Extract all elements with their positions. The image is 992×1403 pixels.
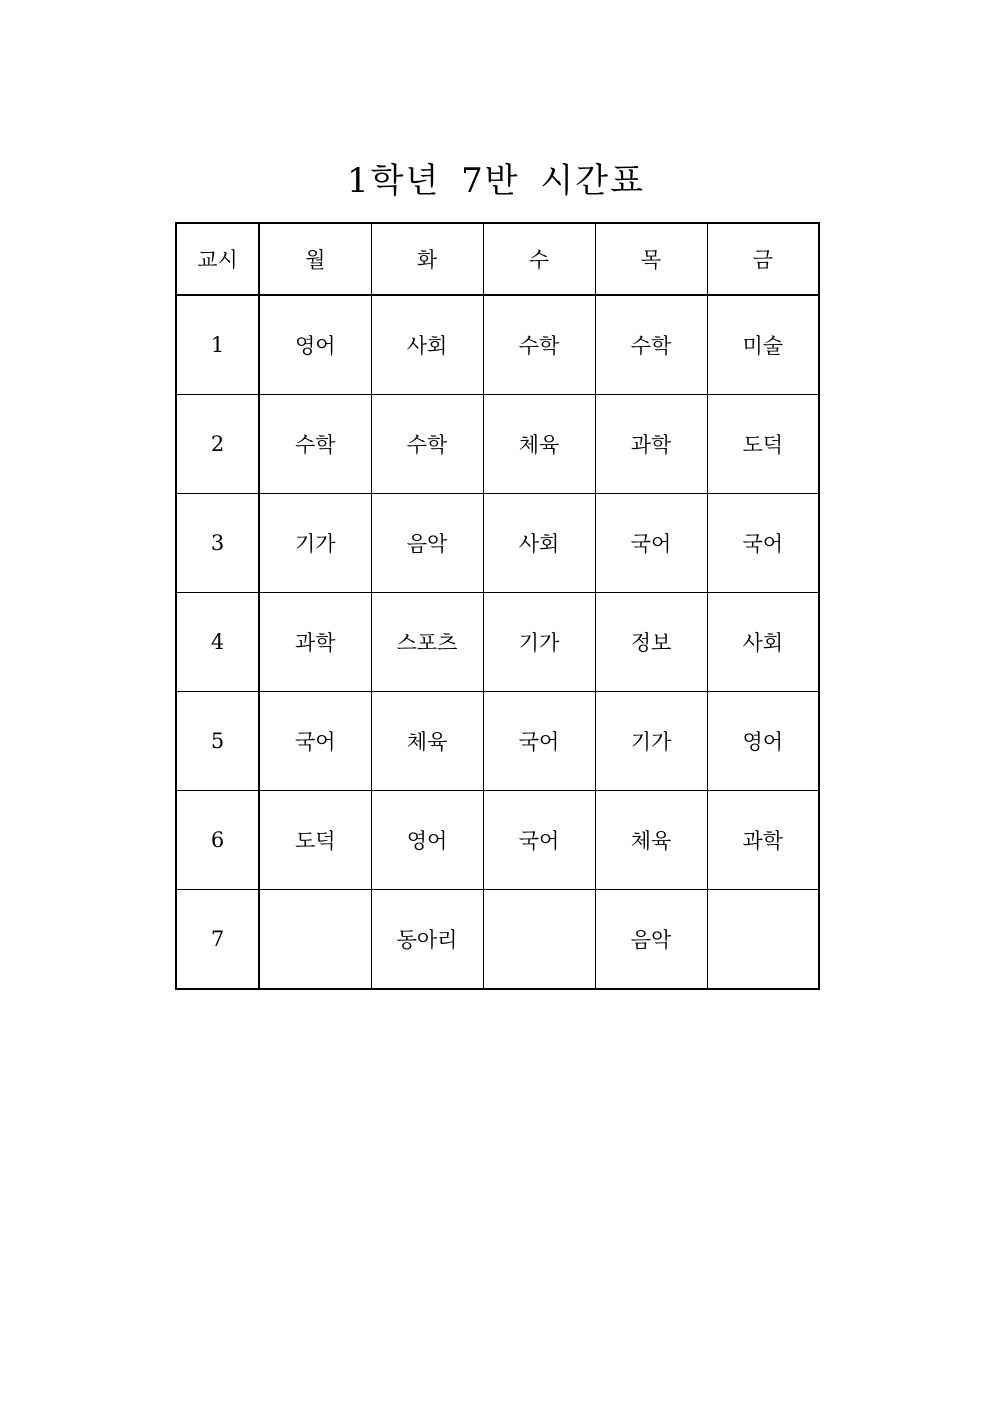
table-row (176, 395, 819, 494)
subject-cell: 기가 (595, 692, 707, 791)
subject-cell: 국어 (707, 494, 819, 593)
header-period: 교시 (176, 223, 259, 295)
period-cell: 3 (176, 494, 259, 593)
subject-cell: 사회 (707, 593, 819, 692)
subject-cell (259, 890, 371, 990)
period-cell: 5 (176, 692, 259, 791)
subject-cell: 미술 (707, 295, 819, 395)
subject-cell: 체육 (595, 791, 707, 890)
header-thu: 목 (595, 223, 707, 295)
header-wed: 수 (483, 223, 595, 295)
subject-cell: 영어 (371, 791, 483, 890)
subject-cell (707, 890, 819, 990)
subject-cell: 과학 (595, 395, 707, 494)
subject-cell: 기가 (483, 593, 595, 692)
subject-cell: 수학 (259, 395, 371, 494)
period-cell: 7 (176, 890, 259, 990)
subject-cell: 국어 (483, 692, 595, 791)
subject-cell: 국어 (483, 791, 595, 890)
subject-cell: 수학 (483, 295, 595, 395)
subject-cell: 사회 (483, 494, 595, 593)
subject-cell: 사회 (371, 295, 483, 395)
subject-cell (483, 890, 595, 990)
subject-cell: 기가 (259, 494, 371, 593)
subject-cell: 과학 (707, 791, 819, 890)
table-row (176, 593, 819, 692)
subject-cell: 수학 (371, 395, 483, 494)
header-row (176, 223, 819, 295)
table-row (176, 791, 819, 890)
period-cell: 6 (176, 791, 259, 890)
subject-cell: 체육 (483, 395, 595, 494)
subject-cell: 스포츠 (371, 593, 483, 692)
header-mon: 월 (259, 223, 371, 295)
timetable (175, 222, 820, 990)
table-row (176, 890, 819, 990)
subject-cell: 국어 (595, 494, 707, 593)
subject-cell: 영어 (259, 295, 371, 395)
table-row (176, 494, 819, 593)
table-row (176, 692, 819, 791)
table-row (176, 295, 819, 395)
page-title: 1학년 7반 시간표 (347, 161, 645, 201)
subject-cell: 도덕 (259, 791, 371, 890)
period-cell: 1 (176, 295, 259, 395)
subject-cell: 영어 (707, 692, 819, 791)
header-tue: 화 (371, 223, 483, 295)
subject-cell: 수학 (595, 295, 707, 395)
subject-cell: 과학 (259, 593, 371, 692)
subject-cell: 음악 (371, 494, 483, 593)
subject-cell: 체육 (371, 692, 483, 791)
header-fri: 금 (707, 223, 819, 295)
subject-cell: 동아리 (371, 890, 483, 990)
subject-cell: 정보 (595, 593, 707, 692)
subject-cell: 음악 (595, 890, 707, 990)
subject-cell: 도덕 (707, 395, 819, 494)
period-cell: 4 (176, 593, 259, 692)
subject-cell: 국어 (259, 692, 371, 791)
period-cell: 2 (176, 395, 259, 494)
